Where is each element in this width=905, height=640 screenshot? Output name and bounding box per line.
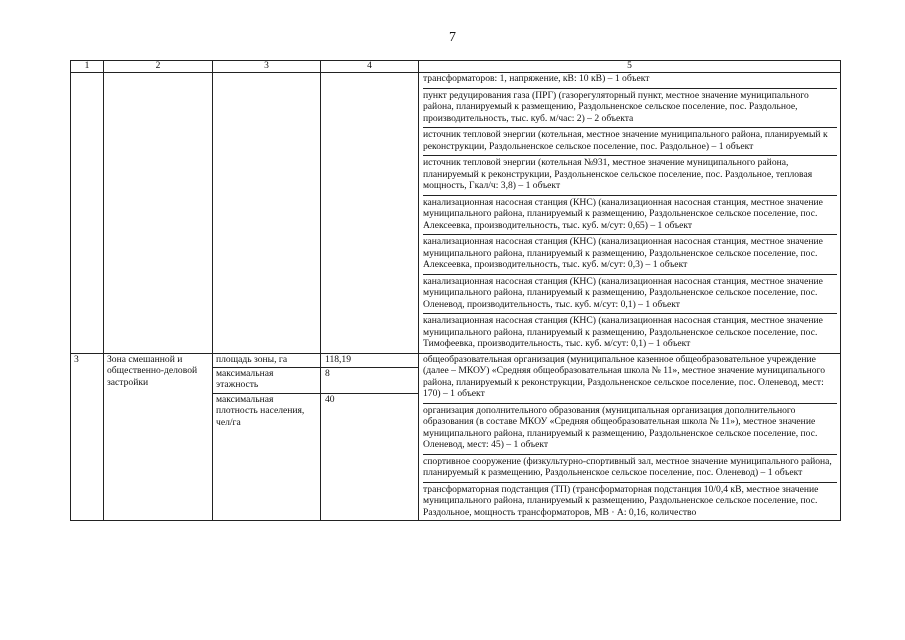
attribute-value: 40 (321, 393, 418, 430)
object-paragraph: источник тепловой энергии (котельная №931, местное значение муниципального района, планируемый к реконструкции, Раздольненское сельское поселение, пос. Раздольное, тепловая мощность, Гкал/ч: 3,8) – 1 объект (423, 155, 837, 195)
object-paragraph: организация дополнительного образования (муниципальная организация дополнительного образования (в составе МКОУ «Средняя общеобразовательная школа № 11»), местное значение муниципального района, планируемый к размещению, Раздольненское сельское поселение, пос. Оленевод, мест: 45) – 1 объект (423, 403, 837, 454)
object-paragraph: канализационная насосная станция (КНС) (канализационная насосная станция, местное значение муниципального района, планируемый к размещению, Раздольненское сельское поселение, пос. Алексеевка, производительность, тыс. куб. м/сут: 0,65) – 1 объект (423, 195, 837, 235)
attribute-name: площадь зоны, га (216, 353, 288, 365)
zone-values (321, 353, 419, 520)
header-cell-3: 3 (213, 61, 321, 73)
cell-number-empty (71, 73, 104, 354)
attribute-name: максимальная плотность населения, чел/га (213, 393, 320, 430)
zone-attributes (213, 353, 321, 520)
header-cell-4: 4 (321, 61, 419, 73)
zone-objects (419, 353, 841, 520)
planning-table (70, 60, 841, 521)
zone-name: Зона смешанной и общественно-деловой застройки (104, 353, 213, 520)
object-paragraph: общеобразовательная организация (муниципальное казенное общеобразовательное учреждение (далее – МКОУ) «Средняя общеобразовательная школа № 11», местное значение муниципального района, планируемый к реконструкции, Раздольненское сельское поселение, пос. Оленевод, мест: 170) – 1 объект (423, 353, 826, 399)
cell-attr-empty (213, 73, 321, 354)
object-paragraph: спортивное сооружение (физкультурно-спортивный зал, местное значение муниципального района, планируемый к размещению, Раздольненское сельское поселение, пос. Оленевод) – 1 объект (423, 454, 837, 482)
table-row-continued (71, 73, 841, 354)
object-paragraph: канализационная насосная станция (КНС) (канализационная насосная станция, местное значение муниципального района, планируемый к размещению, Раздольненское сельское поселение, пос. Оленевод, производительность, тыс. куб. м/сут: 0,1) – 1 объект (423, 274, 837, 314)
object-paragraph: пункт редуцирования газа (ПРГ) (газорегуляторный пункт, местное значение муниципального района, планируемый к размещению, Раздольненское сельское поселение, пос. Раздольное, производительность, тыс. куб. м/час: 2) – 2 объекта (423, 88, 837, 128)
header-row (71, 61, 841, 73)
page-number: 7 (449, 30, 456, 45)
object-paragraph: канализационная насосная станция (КНС) (канализационная насосная станция, местное значение муниципального района, планируемый к размещению, Раздольненское сельское поселение, пос. Алексеевка, производительность, тыс. куб. м/сут: 0,3) – 1 объект (423, 234, 837, 274)
object-paragraph: канализационная насосная станция (КНС) (канализационная насосная станция, местное значение муниципального района, планируемый к размещению, Раздольненское сельское поселение, пос. Тимофеевка, производительность, тыс. куб. м/сут: 0,1) – 1 объект (423, 313, 837, 353)
attribute-value: 8 (321, 367, 418, 393)
header-cell-2: 2 (104, 61, 213, 73)
object-paragraph: трансформаторная подстанция (ТП) (трансформаторная подстанция 10/0,4 кВ, местное значение муниципального района, планируемый к размещению, Раздольненское сельское поселение, пос. Раздольное, мощность трансформаторов, МВ · А: 0,16, количество (423, 482, 837, 520)
zone-number: 3 (71, 353, 104, 520)
cell-zone-empty (104, 73, 213, 354)
object-paragraph: трансформаторов: 1, напряжение, кВ: 10 кВ) – 1 объект (423, 73, 650, 84)
header-cell-1: 1 (71, 61, 104, 73)
header-cell-5: 5 (419, 61, 841, 73)
cell-value-empty (321, 73, 419, 354)
table-row-zone-3 (71, 353, 841, 520)
cell-objects (419, 73, 841, 354)
attribute-name: максимальная этажность (213, 367, 320, 393)
attribute-value: 118,19 (325, 353, 352, 365)
object-paragraph: источник тепловой энергии (котельная, местное значение муниципального района, планируемый к реконструкции, Раздольненское сельское поселение, пос. Раздольное) – 1 объект (423, 127, 837, 155)
